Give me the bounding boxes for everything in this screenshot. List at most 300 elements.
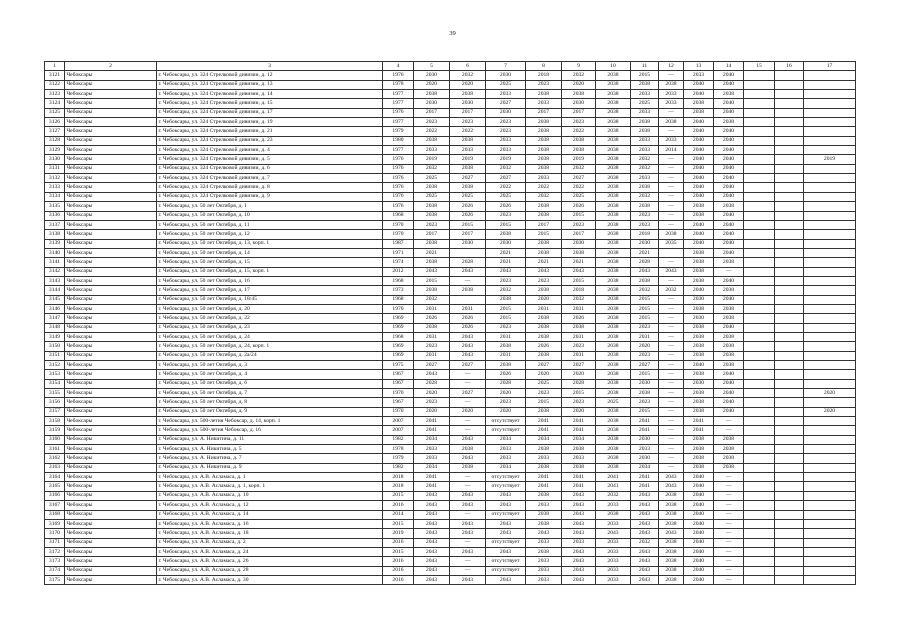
value-cell <box>744 80 775 89</box>
value-cell: 2033 <box>631 108 659 117</box>
value-cell: 2040 <box>714 398 744 407</box>
value-cell: 2038 <box>684 99 714 108</box>
value-cell <box>744 183 775 192</box>
value-cell: 2038 <box>596 99 631 108</box>
value-cell: 2040 <box>714 146 744 155</box>
value-cell: 2038 <box>714 342 744 351</box>
value-cell: 2040 <box>714 71 744 80</box>
value-cell: 2038 <box>684 389 714 398</box>
address-cell: г. Чебоксары, ул. А. Никитина, д. 7 <box>157 454 383 463</box>
value-cell <box>744 90 775 99</box>
value-cell: 2038 <box>596 127 631 136</box>
value-cell <box>804 90 856 99</box>
table-row <box>45 342 856 351</box>
column-number-cell: 1 <box>45 62 65 71</box>
value-cell: 2040 <box>714 164 744 173</box>
value-cell: 2017 <box>450 230 486 239</box>
value-cell: 2033 <box>526 575 562 584</box>
value-cell: 2043 <box>631 510 659 519</box>
value-cell: 2020 <box>804 389 856 398</box>
value-cell: 2023 <box>631 351 659 360</box>
value-cell: 2043 <box>526 529 562 538</box>
value-cell: 2033 <box>596 566 631 575</box>
column-number-cell: 17 <box>804 62 856 71</box>
value-cell: 2040 <box>714 174 744 183</box>
value-cell <box>775 351 804 360</box>
value-cell: 2034 <box>414 463 450 472</box>
value-cell: 2038 <box>562 248 596 257</box>
address-cell: г. Чебоксары, ул. 50 лет Октября, д. 23 <box>157 323 383 332</box>
address-cell: г. Чебоксары, ул. 50 лет Октября, д. 7 <box>157 389 383 398</box>
value-cell: 2038 <box>596 108 631 117</box>
value-cell: 2043 <box>631 267 659 276</box>
value-cell: 2043 <box>414 519 450 528</box>
value-cell: 2025 <box>450 192 486 201</box>
value-cell: 2033 <box>631 146 659 155</box>
value-cell: 2038 <box>486 230 526 239</box>
column-number-cell: 6 <box>450 62 486 71</box>
value-cell: 2023 <box>526 389 562 398</box>
value-cell: 2038 <box>562 445 596 454</box>
row-index-cell: 3154 <box>45 379 65 388</box>
value-cell: 2023 <box>631 398 659 407</box>
value-cell: — <box>450 473 486 482</box>
row-index-cell: 3155 <box>45 389 65 398</box>
table-row <box>45 155 856 164</box>
value-cell: 2041 <box>414 417 450 426</box>
value-cell: 1976 <box>383 108 414 117</box>
value-cell: 2040 <box>684 566 714 575</box>
city-cell: Чебоксары <box>65 538 157 547</box>
value-cell <box>744 174 775 183</box>
value-cell: 2040 <box>714 155 744 164</box>
value-cell: отсутствует <box>486 510 526 519</box>
value-cell: отсутствует <box>486 473 526 482</box>
value-cell: 2040 <box>714 136 744 145</box>
value-cell <box>804 276 856 285</box>
value-cell <box>744 155 775 164</box>
value-cell: — <box>659 295 684 304</box>
value-cell: 2043 <box>450 519 486 528</box>
value-cell <box>775 323 804 332</box>
value-cell: 2025 <box>486 80 526 89</box>
table-row <box>45 99 856 108</box>
row-index-cell: 3122 <box>45 80 65 89</box>
value-cell: 2038 <box>596 80 631 89</box>
value-cell <box>804 108 856 117</box>
city-cell: Чебоксары <box>65 575 157 584</box>
value-cell: 2031 <box>414 304 450 313</box>
value-cell: 2038 <box>714 435 744 444</box>
value-cell: 2040 <box>684 146 714 155</box>
value-cell: 2034 <box>562 435 596 444</box>
address-cell: г. Чебоксары, ул. А.В. Асламаса, д. 28 <box>157 566 383 575</box>
value-cell <box>744 351 775 360</box>
value-cell: 2030 <box>684 314 714 323</box>
value-cell: 2023 <box>526 80 562 89</box>
value-cell <box>775 426 804 435</box>
value-cell <box>804 482 856 491</box>
value-cell: 2017 <box>414 230 450 239</box>
value-cell: 1968 <box>383 295 414 304</box>
value-cell: 1970 <box>383 407 414 416</box>
row-index-cell: 3143 <box>45 276 65 285</box>
value-cell: 2043 <box>450 529 486 538</box>
city-cell: Чебоксары <box>65 557 157 566</box>
table-row <box>45 192 856 201</box>
row-index-cell: 3136 <box>45 211 65 220</box>
value-cell: 2007 <box>383 417 414 426</box>
value-cell: 2038 <box>631 202 659 211</box>
address-cell: г. Чебоксары, ул. 324 Стрелковой дивизии, д. 21 <box>157 127 383 136</box>
value-cell <box>744 473 775 482</box>
value-cell: 2038 <box>659 547 684 556</box>
value-cell: 2043 <box>526 267 562 276</box>
value-cell: 2038 <box>526 445 562 454</box>
address-cell: г. Чебоксары, ул. А.В. Асламаса, д. 16 <box>157 519 383 528</box>
table-row <box>45 398 856 407</box>
value-cell <box>804 127 856 136</box>
value-cell: 2043 <box>450 267 486 276</box>
value-cell: 2022 <box>562 127 596 136</box>
row-index-cell: 3167 <box>45 501 65 510</box>
value-cell: 2040 <box>684 239 714 248</box>
value-cell <box>775 547 804 556</box>
city-cell: Чебоксары <box>65 314 157 323</box>
row-index-cell: 3153 <box>45 370 65 379</box>
value-cell <box>744 379 775 388</box>
value-cell: — <box>659 417 684 426</box>
city-cell: Чебоксары <box>65 379 157 388</box>
value-cell: 2032 <box>414 164 450 173</box>
column-number-cell: 9 <box>562 62 596 71</box>
value-cell: — <box>659 426 684 435</box>
value-cell: 2038 <box>526 286 562 295</box>
value-cell: 2038 <box>526 164 562 173</box>
value-cell: 2007 <box>383 426 414 435</box>
value-cell: 2043 <box>414 501 450 510</box>
value-cell: 1974 <box>383 258 414 267</box>
address-cell: г. Чебоксары, ул. 324 Стрелковой дивизии, д. 12 <box>157 71 383 80</box>
value-cell: 2041 <box>562 473 596 482</box>
value-cell: 2041 <box>631 482 659 491</box>
value-cell <box>775 314 804 323</box>
city-cell: Чебоксары <box>65 304 157 313</box>
row-index-cell: 3151 <box>45 351 65 360</box>
value-cell: 2020 <box>526 370 562 379</box>
value-cell: 2015 <box>562 276 596 285</box>
value-cell: 2015 <box>383 547 414 556</box>
value-cell: 2038 <box>714 314 744 323</box>
value-cell: 2038 <box>596 342 631 351</box>
value-cell: отсутствует <box>486 538 526 547</box>
value-cell <box>804 491 856 500</box>
value-cell: 2038 <box>684 267 714 276</box>
value-cell: 2020 <box>414 80 450 89</box>
value-cell <box>775 510 804 519</box>
address-cell: г. Чебоксары, ул. 324 Стрелковой дивизии, д. 23 <box>157 136 383 145</box>
value-cell: 2041 <box>631 426 659 435</box>
value-cell <box>775 90 804 99</box>
value-cell: 2026 <box>450 211 486 220</box>
value-cell: 2038 <box>714 445 744 454</box>
value-cell: 2041 <box>526 482 562 491</box>
value-cell: 2031 <box>562 304 596 313</box>
value-cell: 2038 <box>526 351 562 360</box>
value-cell: 2021 <box>526 258 562 267</box>
value-cell: 2015 <box>486 314 526 323</box>
value-cell: 2022 <box>486 183 526 192</box>
table-row <box>45 136 856 145</box>
value-cell <box>450 248 486 257</box>
value-cell <box>804 557 856 566</box>
row-index-cell: 3175 <box>45 575 65 584</box>
value-cell: 2038 <box>596 389 631 398</box>
table-row <box>45 267 856 276</box>
city-cell: Чебоксары <box>65 566 157 575</box>
column-number-cell: 4 <box>383 62 414 71</box>
value-cell <box>775 332 804 341</box>
value-cell: 2038 <box>526 314 562 323</box>
value-cell: 2021 <box>414 248 450 257</box>
value-cell: — <box>659 183 684 192</box>
value-cell: 2030 <box>562 239 596 248</box>
value-cell: 2038 <box>596 370 631 379</box>
value-cell <box>804 398 856 407</box>
value-cell <box>775 108 804 117</box>
city-cell: Чебоксары <box>65 118 157 127</box>
value-cell: 2023 <box>486 118 526 127</box>
value-cell: 2038 <box>684 463 714 472</box>
value-cell: 2038 <box>526 239 562 248</box>
column-number-cell: 13 <box>684 62 714 71</box>
value-cell: 2038 <box>596 258 631 267</box>
value-cell: 2040 <box>684 547 714 556</box>
table-row <box>45 575 856 584</box>
row-index-cell: 3161 <box>45 445 65 454</box>
city-cell: Чебоксары <box>65 482 157 491</box>
value-cell: 2025 <box>596 398 631 407</box>
value-cell <box>744 108 775 117</box>
value-cell: 2043 <box>450 342 486 351</box>
value-cell: — <box>714 501 744 510</box>
row-index-cell: 3142 <box>45 267 65 276</box>
value-cell: 2040 <box>714 295 744 304</box>
value-cell: — <box>450 538 486 547</box>
city-cell: Чебоксары <box>65 491 157 500</box>
value-cell: 2022 <box>526 183 562 192</box>
value-cell: 2015 <box>631 71 659 80</box>
value-cell: 2026 <box>414 314 450 323</box>
value-cell: 2038 <box>596 463 631 472</box>
value-cell: 2033 <box>486 136 526 145</box>
value-cell: 2031 <box>414 332 450 341</box>
table-row <box>45 510 856 519</box>
table-row <box>45 164 856 173</box>
value-cell <box>775 361 804 370</box>
value-cell: 2038 <box>486 361 526 370</box>
table-row <box>45 566 856 575</box>
value-cell: 2032 <box>631 192 659 201</box>
value-cell: 2031 <box>562 351 596 360</box>
value-cell: 2015 <box>562 389 596 398</box>
value-cell <box>744 361 775 370</box>
value-cell: 2043 <box>562 575 596 584</box>
row-index-cell: 3128 <box>45 136 65 145</box>
value-cell: 1975 <box>383 361 414 370</box>
value-cell <box>744 202 775 211</box>
value-cell: 2043 <box>631 575 659 584</box>
value-cell: 2033 <box>631 174 659 183</box>
value-cell: 2041 <box>562 417 596 426</box>
address-cell: г. Чебоксары, ул. 50 лет Октября, д. 12 <box>157 230 383 239</box>
value-cell <box>744 276 775 285</box>
value-cell: — <box>659 351 684 360</box>
value-cell: 2017 <box>526 108 562 117</box>
housing-repair-schedule-table <box>44 61 856 585</box>
value-cell: 2040 <box>714 276 744 285</box>
value-cell: 2018 <box>562 286 596 295</box>
value-cell: — <box>450 426 486 435</box>
value-cell: 2022 <box>450 127 486 136</box>
value-cell: 1969 <box>383 351 414 360</box>
column-number-header <box>45 62 856 71</box>
address-cell: г. Чебоксары, ул. 50 лет Октября, д. 15, корп. 1 <box>157 267 383 276</box>
value-cell: 2043 <box>562 557 596 566</box>
address-cell: г. Чебоксары, ул. 50 лет Октября, д. 8 <box>157 398 383 407</box>
value-cell: 2015 <box>486 220 526 229</box>
column-number-cell: 12 <box>659 62 684 71</box>
address-cell: г. Чебоксары, ул. А.В. Асламаса, д. 14 <box>157 510 383 519</box>
city-cell: Чебоксары <box>65 529 157 538</box>
value-cell: 2038 <box>486 342 526 351</box>
value-cell: 2038 <box>631 276 659 285</box>
table-row <box>45 286 856 295</box>
value-cell <box>804 267 856 276</box>
value-cell: 2023 <box>414 118 450 127</box>
value-cell: 2038 <box>414 211 450 220</box>
table-row <box>45 417 856 426</box>
value-cell: 2040 <box>684 491 714 500</box>
value-cell: 2012 <box>383 267 414 276</box>
table-row <box>45 295 856 304</box>
value-cell <box>775 99 804 108</box>
value-cell: 2033 <box>526 557 562 566</box>
value-cell: 2043 <box>450 575 486 584</box>
value-cell: 2025 <box>414 174 450 183</box>
value-cell: 2033 <box>596 575 631 584</box>
value-cell: 2033 <box>631 90 659 99</box>
city-cell: Чебоксары <box>65 295 157 304</box>
value-cell: 2038 <box>596 202 631 211</box>
value-cell: — <box>450 417 486 426</box>
value-cell: 2033 <box>486 445 526 454</box>
value-cell: 2038 <box>714 304 744 313</box>
value-cell: 2023 <box>562 220 596 229</box>
value-cell <box>775 566 804 575</box>
value-cell <box>804 379 856 388</box>
address-cell: г. Чебоксары, ул. 324 Стрелковой дивизии, д. 7 <box>157 174 383 183</box>
city-cell: Чебоксары <box>65 136 157 145</box>
value-cell: 2038 <box>596 426 631 435</box>
value-cell: 2031 <box>414 351 450 360</box>
value-cell: 2040 <box>684 519 714 528</box>
row-index-cell: 3174 <box>45 566 65 575</box>
value-cell: 2038 <box>596 286 631 295</box>
table-row <box>45 304 856 313</box>
value-cell: 2038 <box>596 276 631 285</box>
row-index-cell: 3126 <box>45 118 65 127</box>
value-cell: 2038 <box>659 538 684 547</box>
value-cell: — <box>450 370 486 379</box>
value-cell: 2015 <box>631 314 659 323</box>
value-cell: 1976 <box>383 183 414 192</box>
value-cell: 2021 <box>486 248 526 257</box>
value-cell: 1978 <box>383 445 414 454</box>
value-cell: 2040 <box>684 230 714 239</box>
value-cell: 2038 <box>596 314 631 323</box>
value-cell: 2015 <box>631 370 659 379</box>
row-index-cell: 3160 <box>45 435 65 444</box>
value-cell: 1982 <box>383 435 414 444</box>
value-cell: 2038 <box>414 136 450 145</box>
value-cell: 2040 <box>714 230 744 239</box>
value-cell: 2016 <box>383 538 414 547</box>
value-cell <box>804 164 856 173</box>
value-cell <box>775 118 804 127</box>
value-cell <box>744 239 775 248</box>
value-cell <box>804 454 856 463</box>
row-index-cell: 3127 <box>45 127 65 136</box>
value-cell: 2020 <box>486 407 526 416</box>
value-cell: — <box>659 398 684 407</box>
value-cell: 2019 <box>383 529 414 538</box>
value-cell <box>804 211 856 220</box>
table-row <box>45 108 856 117</box>
address-cell: г. Чебоксары, ул. А.В. Асламаса, д. 2 <box>157 538 383 547</box>
value-cell: 1969 <box>383 314 414 323</box>
value-cell: 2023 <box>562 118 596 127</box>
value-cell: 2038 <box>714 90 744 99</box>
value-cell: 1968 <box>383 276 414 285</box>
address-cell: г. Чебоксары, ул. 50 лет Октября, д. 2а/24 <box>157 351 383 360</box>
value-cell: 2040 <box>684 80 714 89</box>
value-cell <box>744 136 775 145</box>
value-cell: 2038 <box>684 248 714 257</box>
value-cell: 2040 <box>714 407 744 416</box>
value-cell: 2020 <box>631 342 659 351</box>
address-cell: г. Чебоксары, ул. А.В. Асламаса, д. 30 <box>157 575 383 584</box>
city-cell: Чебоксары <box>65 174 157 183</box>
address-cell: г. Чебоксары, ул. 500-летия Чебоксар, д. 16 <box>157 426 383 435</box>
value-cell: 2016 <box>383 575 414 584</box>
value-cell: 2020 <box>804 407 856 416</box>
value-cell: — <box>659 389 684 398</box>
value-cell <box>775 230 804 239</box>
value-cell: 2038 <box>684 258 714 267</box>
value-cell <box>775 417 804 426</box>
value-cell: 2034 <box>526 435 562 444</box>
address-cell: г. Чебоксары, ул. 50 лет Октября, д. 4 <box>157 370 383 379</box>
value-cell: 2043 <box>596 529 631 538</box>
value-cell <box>804 445 856 454</box>
value-cell <box>804 361 856 370</box>
value-cell: 2038 <box>450 183 486 192</box>
column-number-cell: 7 <box>486 62 526 71</box>
value-cell <box>804 118 856 127</box>
value-cell: 2041 <box>414 426 450 435</box>
value-cell: 2027 <box>450 174 486 183</box>
